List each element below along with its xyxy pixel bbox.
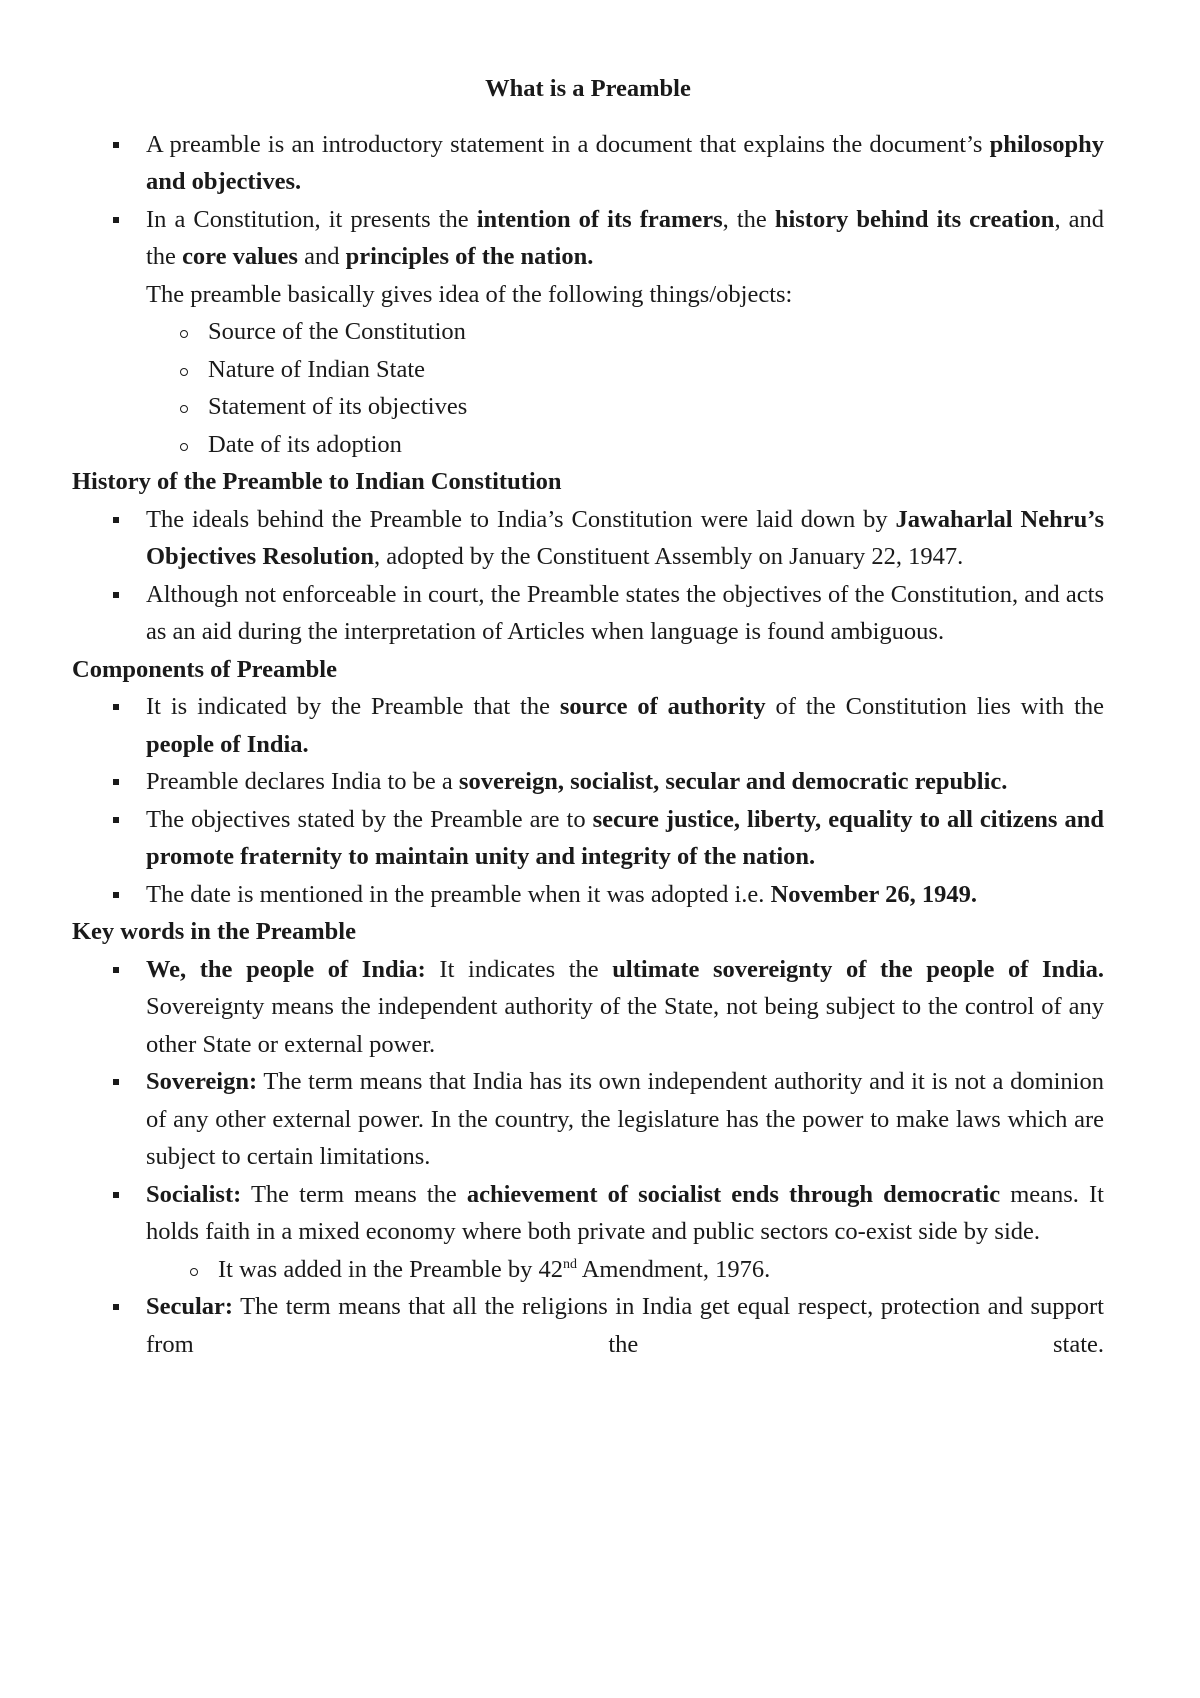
text-run: The term means that all the religions in India get equal respect, protection and support from the state. bbox=[146, 1293, 1104, 1358]
text-run: It is indicated by the Preamble that the bbox=[146, 693, 560, 720]
bold-run: ultimate sovereignty of the people of India. bbox=[612, 955, 1104, 983]
text-run: Sovereignty means the independent authority of the State, not being subject to the control of any other State or external power. bbox=[146, 993, 1104, 1058]
list-item bbox=[146, 876, 1104, 914]
sub-list-item: Statement of its objectives bbox=[208, 388, 1104, 426]
list-item bbox=[146, 1063, 1104, 1176]
bold-run: history behind its creation bbox=[774, 205, 1055, 233]
section-heading: History of the Preamble to Indian Constitution bbox=[72, 468, 562, 495]
bold-run: Jawaharlal Nehru’s Objectives Resolution bbox=[146, 505, 1104, 570]
sub-list-item: Nature of Indian State bbox=[208, 351, 1104, 389]
text-run: Preamble declares India to be a bbox=[146, 768, 459, 795]
bold-run: November 26, 1949. bbox=[770, 880, 977, 908]
text-run: Amendment, 1976. bbox=[576, 1255, 771, 1283]
keywords-list bbox=[72, 951, 1104, 1251]
objects-sublist bbox=[72, 313, 1104, 463]
page-title: What is a Preamble bbox=[485, 75, 691, 102]
list-item: Although not enforceable in court, the Preamble states the objectives of the Constitution, and acts as an aid during the interpretation of Articles when language is found ambiguous. bbox=[146, 576, 1104, 651]
text-run: , adopted by the Constituent Assembly on January 22, 1947. bbox=[373, 543, 964, 570]
text-run: The objectives stated by the Preamble are to bbox=[146, 805, 593, 833]
bold-run: people of India. bbox=[146, 730, 309, 758]
text-run: A preamble is an introductory statement in a document that explains the document’s bbox=[146, 130, 990, 158]
bold-run: secure justice, liberty, equality to all citizens and promote fraternity to maintain unity and integrity of the nation. bbox=[146, 805, 1104, 870]
bold-run: Sovereign: bbox=[146, 1068, 258, 1095]
intro-list bbox=[72, 126, 1104, 314]
section-heading: Components of Preamble bbox=[72, 655, 337, 683]
text-run: of the Constitution lies with the bbox=[765, 693, 1104, 720]
list-item bbox=[146, 501, 1104, 576]
bold-run: sovereign, socialist, secular and democratic republic. bbox=[458, 768, 1008, 795]
sub-list-item: Date of its adoption bbox=[208, 426, 1104, 464]
text-run: and bbox=[297, 243, 346, 270]
text-run: In a Constitution, it presents the bbox=[146, 205, 477, 233]
list-item bbox=[146, 763, 1104, 801]
sub-list-item bbox=[218, 1251, 1104, 1289]
bold-run: We, the people of India: bbox=[146, 955, 426, 983]
list-item bbox=[146, 126, 1104, 201]
list-item bbox=[146, 801, 1104, 876]
bold-run: philosophy and objectives. bbox=[146, 130, 1104, 195]
section-heading: Key words in the Preamble bbox=[72, 918, 356, 945]
bold-run: intention of its framers bbox=[476, 205, 723, 233]
bold-run: Secular: bbox=[146, 1293, 234, 1320]
history-list bbox=[72, 501, 1104, 651]
components-list bbox=[72, 688, 1104, 913]
bold-run: principles of the nation. bbox=[345, 243, 594, 270]
list-item bbox=[146, 951, 1104, 1064]
bold-run: achievement of socialist ends through democratic bbox=[466, 1180, 1001, 1208]
document-page bbox=[72, 70, 1104, 1363]
bold-run: source of authority bbox=[559, 693, 766, 720]
text-run: The date is mentioned in the preamble when it was adopted i.e. bbox=[146, 880, 771, 908]
sub-list-item: Source of the Constitution bbox=[208, 313, 1104, 351]
bold-run: Socialist: bbox=[146, 1180, 242, 1208]
superscript: nd bbox=[562, 1256, 577, 1272]
text-run: The term means the bbox=[241, 1180, 467, 1208]
amendment-sublist bbox=[72, 1251, 1104, 1289]
text-run: , the bbox=[722, 205, 775, 233]
text-run: , and the bbox=[146, 205, 1104, 270]
text-run: The ideals behind the Preamble to India’s Constitution were laid down by bbox=[146, 505, 896, 533]
text-run: It indicates the bbox=[425, 955, 613, 983]
list-item bbox=[146, 201, 1104, 314]
text-run: The term means that India has its own independent authority and it is not a dominion of any other external power. In the country, the legislature has the power to make laws which are subject to certain limitations. bbox=[146, 1068, 1104, 1170]
bold-run: core values bbox=[182, 243, 298, 270]
intro-paragraph: The preamble basically gives idea of the following things/objects: bbox=[146, 280, 793, 308]
keywords-list-continued bbox=[72, 1288, 1104, 1363]
list-item bbox=[146, 1176, 1104, 1251]
text-run: means. It holds faith in a mixed economy where both private and public sectors co-exist side by side. bbox=[146, 1180, 1104, 1245]
list-item bbox=[146, 1288, 1104, 1363]
list-item bbox=[146, 688, 1104, 763]
text-run: It was added in the Preamble by 42 bbox=[218, 1255, 563, 1283]
